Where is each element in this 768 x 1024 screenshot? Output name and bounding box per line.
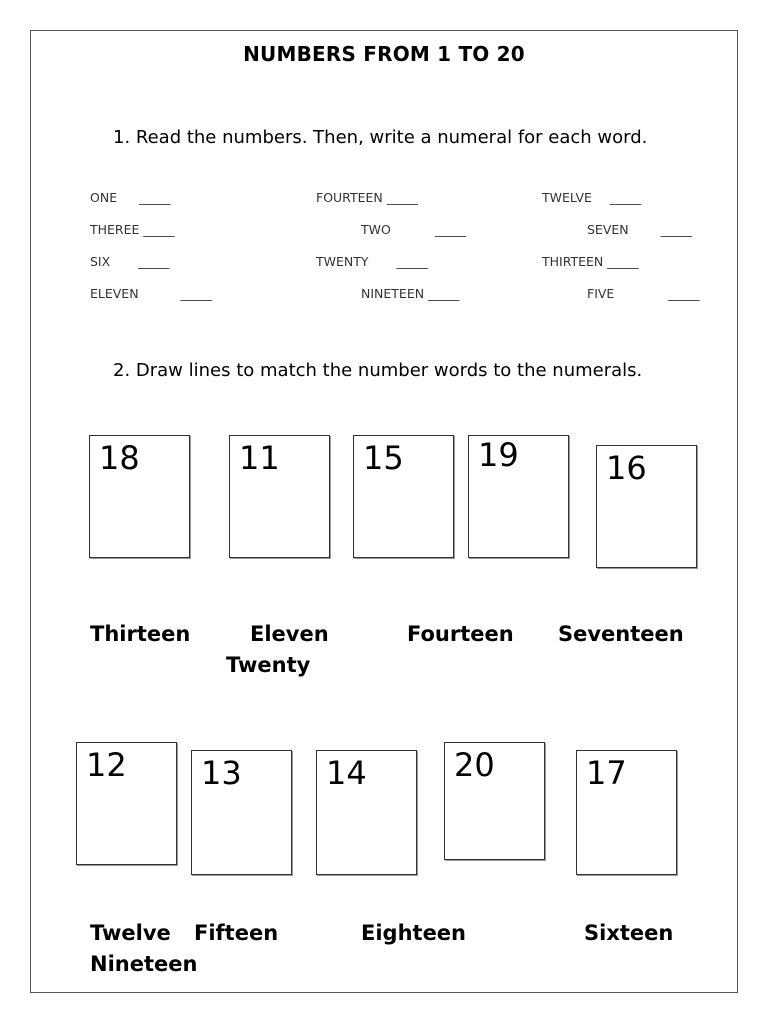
- answer-blank[interactable]: _____: [668, 286, 700, 301]
- word-seven: [587, 222, 692, 237]
- numeral-card[interactable]: [353, 435, 454, 558]
- numeral: 19: [478, 436, 519, 474]
- word-eleven: [90, 286, 212, 301]
- match-word[interactable]: Seventeen: [558, 622, 684, 646]
- numeral-card[interactable]: [76, 742, 177, 865]
- match-word[interactable]: Nineteen: [90, 952, 198, 976]
- numeral-card[interactable]: [229, 435, 330, 558]
- word-label: ELEVEN: [90, 286, 139, 301]
- word-nineteen: [361, 286, 459, 301]
- match-word[interactable]: Sixteen: [584, 921, 674, 945]
- answer-blank[interactable]: _____: [139, 190, 171, 205]
- word-thirteen: [542, 254, 639, 269]
- word-label: THIRTEEN: [542, 254, 604, 269]
- word-label: NINETEEN: [361, 286, 425, 301]
- word-twelve: [542, 190, 641, 205]
- answer-blank[interactable]: _____: [138, 254, 170, 269]
- answer-blank[interactable]: _____: [609, 190, 642, 205]
- match-word[interactable]: Fourteen: [407, 622, 514, 646]
- word-fourteen: [316, 190, 418, 205]
- numeral-card[interactable]: [576, 750, 677, 875]
- numeral: 20: [454, 746, 495, 784]
- answer-blank[interactable]: _____: [607, 254, 639, 269]
- word-label: TWELVE: [542, 190, 592, 205]
- word-label: ONE: [90, 190, 118, 205]
- answer-blank[interactable]: _____: [180, 286, 212, 301]
- numeral: 13: [201, 754, 242, 792]
- answer-blank[interactable]: _____: [396, 254, 428, 269]
- numeral: 11: [239, 439, 280, 477]
- word-twenty: [316, 254, 428, 269]
- numeral-card[interactable]: [89, 435, 190, 558]
- word-two: [361, 222, 466, 237]
- instruction-2: 2. Draw lines to match the number words to the numerals.: [113, 360, 643, 381]
- word-label: THEREE: [90, 222, 140, 237]
- numeral: 15: [363, 439, 404, 477]
- numeral-card[interactable]: [444, 742, 545, 860]
- word-label: SEVEN: [587, 222, 629, 237]
- word-label: TWO: [361, 222, 391, 237]
- word-label: TWENTY: [316, 254, 369, 269]
- instruction-1: 1. Read the numbers. Then, write a numeral for each word.: [113, 127, 648, 148]
- numeral-card[interactable]: [191, 750, 292, 875]
- match-word[interactable]: Eighteen: [361, 921, 466, 945]
- match-word[interactable]: Twenty: [226, 653, 311, 677]
- page-title: NUMBERS FROM 1 TO 20: [243, 42, 525, 66]
- numeral-card[interactable]: [316, 750, 417, 875]
- numeral: 14: [326, 754, 367, 792]
- word-label: FOURTEEN: [316, 190, 383, 205]
- match-word[interactable]: Eleven: [250, 622, 329, 646]
- answer-blank[interactable]: _____: [660, 222, 692, 237]
- answer-blank[interactable]: _____: [386, 190, 418, 205]
- answer-blank[interactable]: _____: [434, 222, 467, 237]
- numeral: 12: [86, 746, 127, 784]
- numeral: 16: [606, 449, 647, 487]
- word-theree: [90, 222, 175, 237]
- numeral: 17: [586, 754, 627, 792]
- word-one: [90, 190, 170, 205]
- answer-blank[interactable]: _____: [428, 286, 460, 301]
- match-word[interactable]: Fifteen: [194, 921, 279, 945]
- word-six: [90, 254, 169, 269]
- match-word[interactable]: Twelve: [90, 921, 171, 945]
- word-label: SIX: [90, 254, 111, 269]
- word-five: [587, 286, 700, 301]
- answer-blank[interactable]: _____: [143, 222, 175, 237]
- numeral: 18: [99, 439, 140, 477]
- word-label: FIVE: [587, 286, 615, 301]
- numeral-card[interactable]: [468, 435, 569, 558]
- match-word[interactable]: Thirteen: [90, 622, 191, 646]
- numeral-card[interactable]: [596, 445, 697, 568]
